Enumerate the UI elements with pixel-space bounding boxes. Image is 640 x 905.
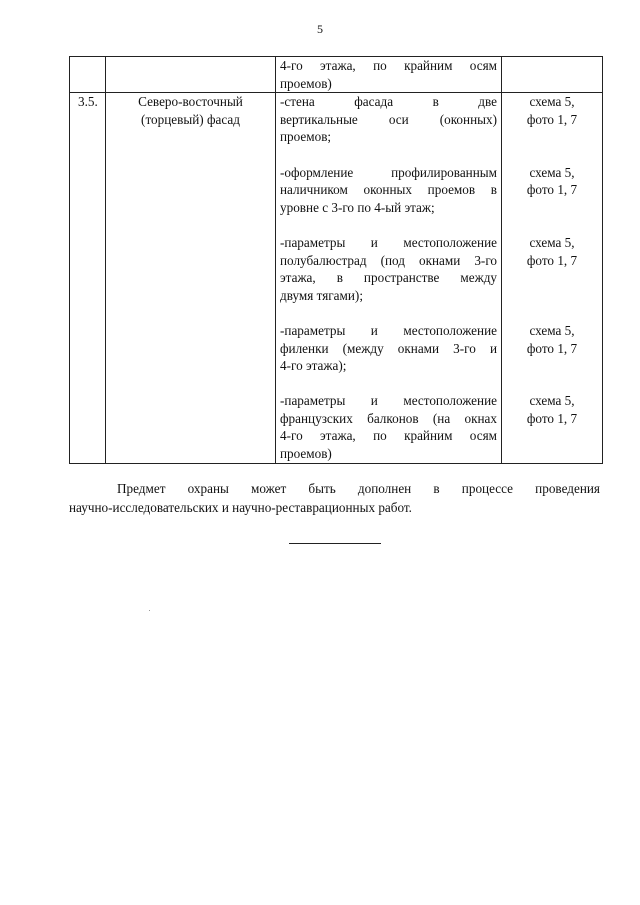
scan-speck [149,610,150,611]
cell-number-empty [70,57,106,93]
end-of-document-rule [289,543,381,544]
reference-line: схема 5, [529,234,575,250]
page-number: 5 [317,22,323,36]
reference-line: фото 1, 7 [526,252,578,268]
description-line: 4-го этажа, по крайним осям [280,58,497,73]
cell-reference-empty [502,57,603,93]
reference-item [506,164,598,217]
reference-item [506,392,598,427]
element-name-line: Северо-восточный [138,94,243,110]
description-item [280,322,497,375]
reference-line: схема 5, [529,393,575,409]
reference-line: фото 1, 7 [526,182,578,198]
reference-spacer [506,357,598,375]
description-line: проемов) [280,75,332,91]
reference-item [506,234,598,304]
reference-spacer [506,269,598,287]
protection-subject-table [69,56,603,464]
cell-name-empty [106,57,276,93]
cell-reference [502,93,603,463]
table-row [70,93,603,463]
description-line: 4-го этажа, по крайним осям [280,428,497,444]
closing-note-line: научно-исследовательских и научно-реставрационных работ. [69,500,412,515]
description-line: наличником оконных проемов в [280,182,497,198]
element-name [106,93,276,463]
description-line: проемов) [280,446,332,462]
description-line: проемов; [280,129,332,145]
description-line: -параметры и местоположение [280,393,497,409]
description-line: этажа, в пространстве между [280,270,497,286]
description-line: -стена фасада в две [280,94,497,110]
reference-line: фото 1, 7 [526,111,578,127]
cell-description [276,57,502,93]
reference-line: фото 1, 7 [526,340,578,356]
description-line: уровне с 3-го по 4-ый этаж; [280,199,435,215]
row-number: 3.5. [70,93,106,463]
table-row-continuation [70,57,603,93]
description-line: 4-го этажа); [280,358,347,374]
reference-line: схема 5, [529,164,575,180]
description-item [280,392,497,462]
description-line: полубалюстрад (под окнами 3-го [280,252,497,268]
reference-line: схема 5, [529,94,575,110]
description-line: -параметры и местоположение [280,322,497,338]
closing-note-line: Предмет охраны может быть дополнен в процессе проведения [117,481,600,496]
description-line: -оформление профилированным [280,164,497,180]
description-line: филенки (между окнами 3-го и [280,340,497,356]
description-line: двумя тягами); [280,287,363,303]
closing-note [69,479,600,517]
description-item [280,93,497,146]
description-item [280,234,497,304]
reference-line: схема 5, [529,322,575,338]
description-line: -параметры и местоположение [280,234,497,250]
reference-spacer [506,128,598,146]
description-line: вертикальные оси (оконных) [280,111,497,127]
reference-spacer [506,287,598,305]
reference-spacer [506,199,598,217]
element-name-line: (торцевый) фасад [141,111,240,127]
reference-item [506,93,598,146]
reference-line: фото 1, 7 [526,410,578,426]
cell-description [276,93,502,463]
description-item [280,164,497,217]
reference-item [506,322,598,375]
description-line: французских балконов (на окнах [280,410,497,426]
